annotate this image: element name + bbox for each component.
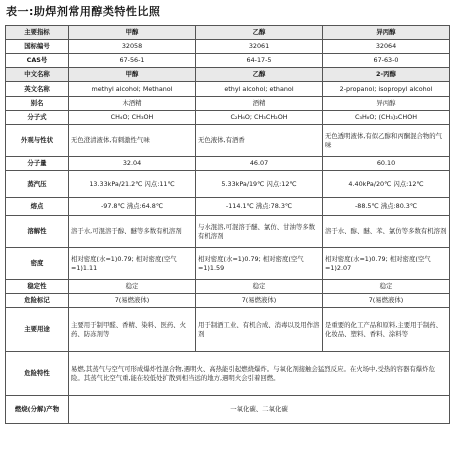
table-cell: 67-56-1	[69, 54, 196, 68]
table-cell: -97.8℃ 沸点:64.8℃	[69, 198, 196, 216]
header-cell: 异丙醇	[323, 26, 450, 40]
alcohol-comparison-table	[5, 25, 450, 424]
table-cell-merged: 易燃,其蒸气与空气可形成爆炸性混合物,遇明火、高热能引起燃烧爆炸。与氧化剂接触会猛烈反应。在火场中,受热的容器有爆炸危险。其蒸气比空气重,能在较低处扩散到相当远的地方,遇明火会引着回燃。	[69, 352, 450, 396]
table-row	[6, 97, 450, 111]
table-row	[6, 198, 450, 216]
table-cell: 酒精	[196, 97, 323, 111]
table-cell: 7(易燃液体)	[323, 294, 450, 308]
table-row	[6, 352, 450, 396]
table-cell: 主要用于制甲醛、香精、染料、医药、火药、防冻剂等	[69, 308, 196, 352]
table-cell: 32061	[196, 40, 323, 54]
row-label: 燃烧(分解)产物	[6, 396, 69, 424]
row-label: 熔点	[6, 198, 69, 216]
table-cell: 2-丙醇	[323, 68, 450, 82]
row-label: CAS号	[6, 54, 69, 68]
table-cell: 用于制酒工业、有机合成、消毒以及用作溶剂	[196, 308, 323, 352]
table-row	[6, 54, 450, 68]
table-cell: 相对密度(水=1)0.79; 相对密度(空气=1)1.59	[196, 248, 323, 280]
table-cell: 相对密度(水=1)0.79; 相对密度(空气=1)2.07	[323, 248, 450, 280]
table-header-row	[6, 26, 450, 40]
table-cell: 无色透明液体,有似乙醇和丙酮混合物的气味	[323, 125, 450, 157]
table-cell: 与水混溶,可混溶于醚、氯仿、甘油等多数有机溶剂	[196, 216, 323, 248]
header-cell: 甲醇	[69, 26, 196, 40]
row-label: 中文名称	[6, 68, 69, 82]
row-label: 英文名称	[6, 82, 69, 97]
table-cell: 5.33kPa/19℃ 闪点:12℃	[196, 171, 323, 198]
table-cell: 甲醇	[69, 68, 196, 82]
table-cell: 稳定	[323, 280, 450, 294]
row-label: 主要用途	[6, 308, 69, 352]
row-label: 蒸汽压	[6, 171, 69, 198]
table-row	[6, 294, 450, 308]
table-cell: 32.04	[69, 157, 196, 171]
table-row	[6, 280, 450, 294]
header-cell: 乙醇	[196, 26, 323, 40]
table-cell: 32058	[69, 40, 196, 54]
table-cell: 溶于水、醇、醚、苯、氯仿等多数有机溶剂	[323, 216, 450, 248]
table-cell: 无色液体,有酒香	[196, 125, 323, 157]
table-cell: 乙醇	[196, 68, 323, 82]
table-row	[6, 216, 450, 248]
table-cell: CH₄O; CH₃OH	[69, 111, 196, 125]
row-label: 别名	[6, 97, 69, 111]
table-cell: 无色澄清液体,有刺激性气味	[69, 125, 196, 157]
table-row	[6, 248, 450, 280]
table-row	[6, 82, 450, 97]
table-cell: 46.07	[196, 157, 323, 171]
header-cell: 主要指标	[6, 26, 69, 40]
table-cell: C₃H₈O; (CH₃)₂CHOH	[323, 111, 450, 125]
row-label: 国标编号	[6, 40, 69, 54]
table-row	[6, 40, 450, 54]
table-row	[6, 125, 450, 157]
table-cell-merged: 一氧化碳、二氧化碳	[69, 396, 450, 424]
row-label: 分子式	[6, 111, 69, 125]
table-cell: 是重要的化工产品和原料,主要用于制药、化妆品、塑料、香料、涂料等	[323, 308, 450, 352]
row-label: 溶解性	[6, 216, 69, 248]
row-label: 密度	[6, 248, 69, 280]
table-cell: 32064	[323, 40, 450, 54]
row-label: 危险标记	[6, 294, 69, 308]
table-cell: 相对密度(水=1)0.79; 相对密度(空气=1)1.11	[69, 248, 196, 280]
table-cell: 13.33kPa/21.2℃ 闪点:11℃	[69, 171, 196, 198]
row-label: 危险特性	[6, 352, 69, 396]
table-cell: 溶于水,可混溶于醇、醚等多数有机溶剂	[69, 216, 196, 248]
row-label: 稳定性	[6, 280, 69, 294]
page-title: 表一:助焊剂常用醇类特性比照	[6, 5, 161, 18]
table-row	[6, 171, 450, 198]
table-cell: 7(易燃液体)	[69, 294, 196, 308]
table-row	[6, 396, 450, 424]
table-cell: 60.10	[323, 157, 450, 171]
table-cell: 稳定	[196, 280, 323, 294]
row-label: 分子量	[6, 157, 69, 171]
table-cell: -88.5℃ 沸点:80.3℃	[323, 198, 450, 216]
table-cell: 稳定	[69, 280, 196, 294]
table-row	[6, 111, 450, 125]
table-cell: 64-17-5	[196, 54, 323, 68]
table-cell: methyl alcohol; Methanol	[69, 82, 196, 97]
table-cell: 7(易燃液体)	[196, 294, 323, 308]
table-cell: ethyl alcohol; ethanol	[196, 82, 323, 97]
row-label: 外观与性状	[6, 125, 69, 157]
table-cell: 2-propanol; isopropyl alcohol	[323, 82, 450, 97]
table-cell: 异丙醇	[323, 97, 450, 111]
table-cell: C₂H₆O; CH₃CH₂OH	[196, 111, 323, 125]
table-row	[6, 68, 450, 82]
table-row	[6, 308, 450, 352]
table-cell: -114.1℃ 沸点:78.3℃	[196, 198, 323, 216]
table-row	[6, 157, 450, 171]
table-cell: 木酒精	[69, 97, 196, 111]
table-cell: 4.40kPa/20℃ 闪点:12℃	[323, 171, 450, 198]
table-cell: 67-63-0	[323, 54, 450, 68]
